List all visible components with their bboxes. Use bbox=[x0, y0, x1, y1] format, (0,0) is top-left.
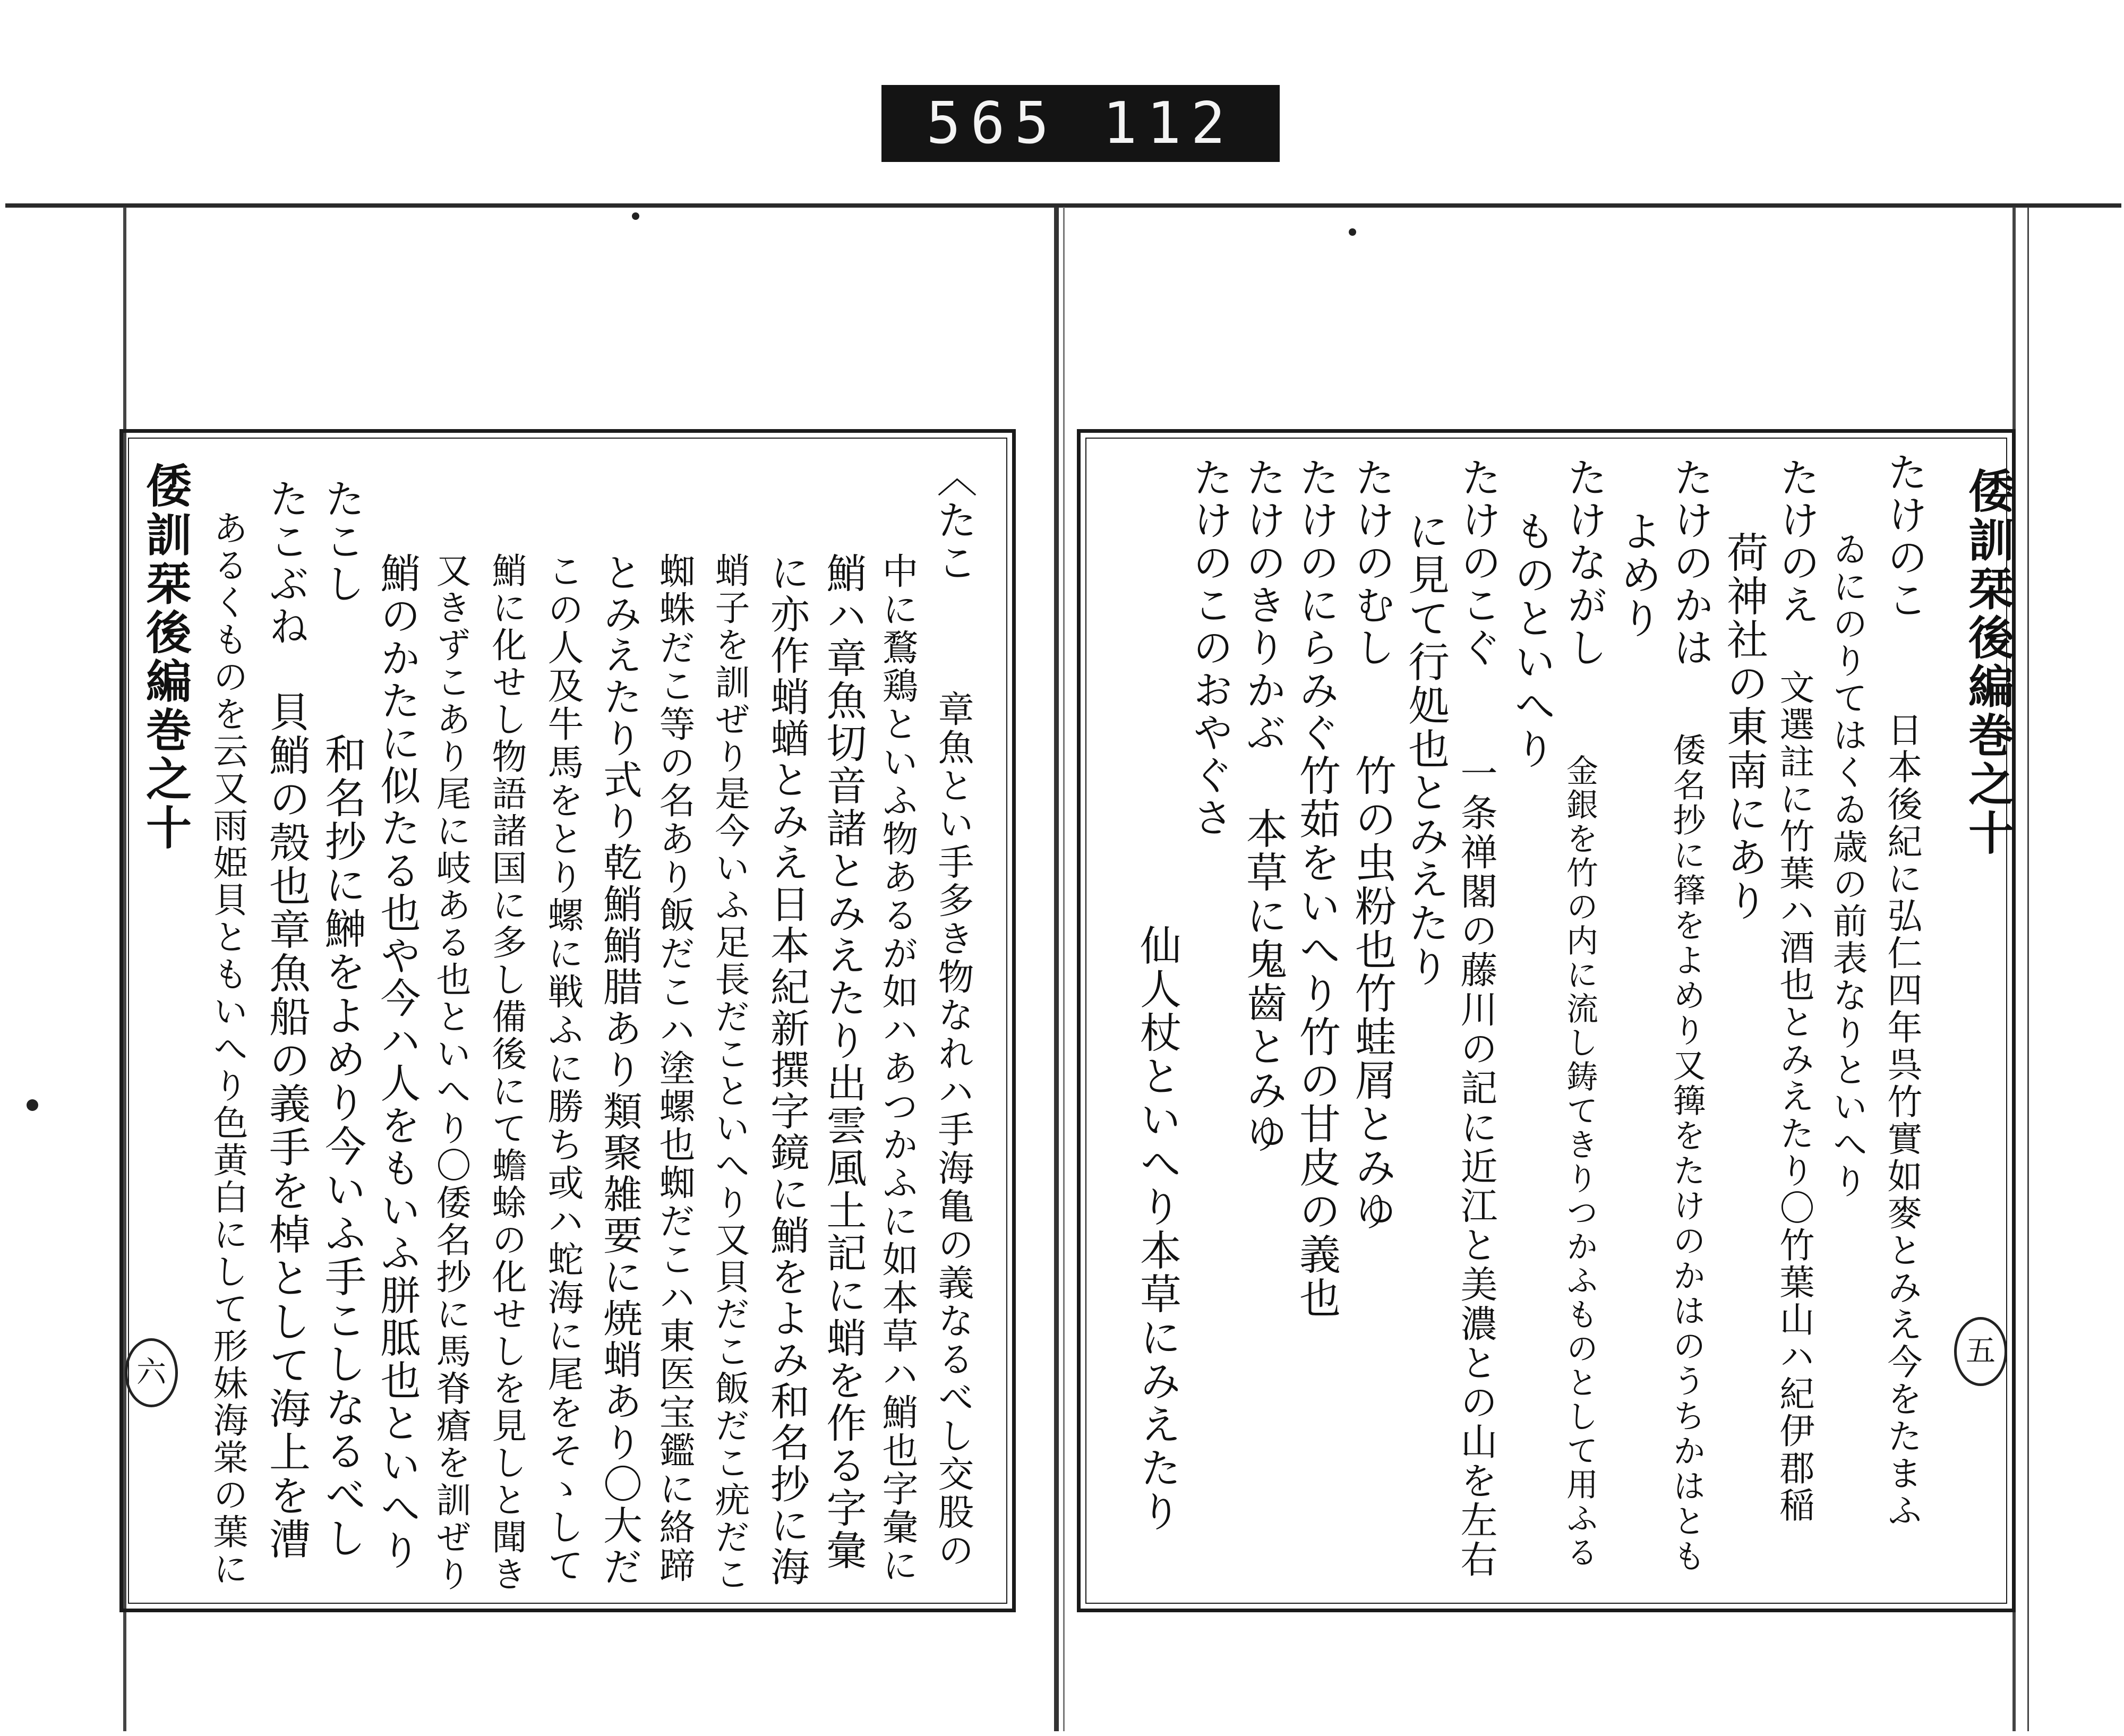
text-column: 鮹のかたに似たる也や今ハ人をもいふ胼胝也といへり bbox=[374, 552, 421, 1572]
text-column: 金銀を竹の内に流し鋳てきりつかふものとして用ふる bbox=[1561, 754, 1598, 1570]
entry-heading: たけのえ bbox=[1773, 457, 1820, 627]
left-margin-title: 倭訓栞後編巻之十 bbox=[138, 462, 192, 853]
right-folio: 五 bbox=[1954, 1317, 2007, 1386]
text-column: 鮹に化せし物語諸国に多し備後にて蟾蜍の化せしを見しと聞き bbox=[486, 552, 527, 1593]
text-column: よめり bbox=[1614, 510, 1661, 640]
text-column: ものといへり bbox=[1508, 510, 1555, 771]
entry-heading: たけのこのおやぐさ bbox=[1186, 457, 1234, 839]
text-column: 貝鮹の殼也章魚船の義手を棹として海上を漕 bbox=[262, 690, 310, 1561]
text-column: 鮹ハ章魚切音諸とみえたり出雲風土記に蛸を作る字彙 bbox=[820, 552, 867, 1572]
text-column: 章魚とい手多き物なれハ手海亀の義なるべし交股の bbox=[932, 690, 974, 1570]
entry-heading: たこし bbox=[318, 478, 365, 605]
entry-heading: たけのこぐ bbox=[1454, 457, 1502, 669]
text-column: 又きずこあり尾に岐ある也といへり〇倭名抄に馬脊瘡を訓ぜり bbox=[430, 552, 471, 1593]
text-column: あるくものを云又雨姫貝ともいへり色黄白にして形妹海棠の葉に bbox=[207, 510, 248, 1588]
text-column: 和名抄に鰰をよめり今いふ手こしなるべし bbox=[318, 733, 366, 1560]
entry-heading: たけながし bbox=[1561, 457, 1608, 669]
text-column: に亦作蛸蝤とみえ日本紀新撰字鏡に鮹をよみ和名抄に海 bbox=[764, 552, 810, 1588]
text-column: 蛸子を訓ぜり是今いふ足長だこといへり又貝だこ飯だこ疣だこ bbox=[709, 552, 750, 1593]
entry-heading: たけのきりかぶ bbox=[1239, 457, 1287, 754]
entry-heading: たこぶね bbox=[262, 478, 310, 648]
text-column: 文選註に竹葉ハ酒也とみえたり〇竹葉山ハ紀伊郡稲 bbox=[1774, 669, 1814, 1524]
right-margin-title: 倭訓栞後編巻之十 bbox=[1960, 467, 2014, 858]
book-gutter bbox=[1054, 207, 1059, 1731]
text-column: 荷神社の東南にあり bbox=[1720, 531, 1768, 923]
scan-speck bbox=[1349, 228, 1356, 236]
text-column: に見て行処也とみえたり bbox=[1401, 510, 1449, 989]
text-column: とみえたり式り乾鮹鮹腊あり類聚雑要に焼蛸あり〇大だ bbox=[597, 552, 643, 1588]
text-column: 中に鶩鶏といふ物あるが如ハあつかふに如本草ハ鮹也字彙に bbox=[876, 552, 918, 1585]
entry-heading: たけのかは bbox=[1667, 457, 1714, 669]
scan-speck bbox=[27, 1099, 38, 1111]
text-column: 竹茹をいへり竹の甘皮の義也 bbox=[1292, 754, 1340, 1320]
right-leaf-edge-2 bbox=[2027, 207, 2029, 1731]
entry-heading: たけのむし bbox=[1348, 457, 1395, 669]
text-column: 竹の虫粉也竹蛙屑とみゆ bbox=[1348, 754, 1396, 1233]
text-column: ゐにのりてはくゐ歳の前表なりといへり bbox=[1827, 531, 1868, 1200]
left-folio: 六 bbox=[125, 1338, 178, 1407]
scan-speck bbox=[632, 212, 639, 220]
text-column: 蜘蛛だこ等の名あり飯だこハ塗螺也蜘だこハ東医宝鑑に絡蹄 bbox=[653, 552, 695, 1585]
entry-heading: たけのにらみぐ bbox=[1292, 457, 1340, 754]
text-column: この人及牛馬をとり螺に戦ふに勝ち或ハ蛇海に尾をそゝして bbox=[542, 552, 584, 1585]
text-column: 仙人杖といへり本草にみえたり bbox=[1133, 924, 1181, 1534]
text-column: 本草に鬼齒とみゆ bbox=[1239, 807, 1287, 1156]
entry-heading: 〈たこ bbox=[930, 457, 978, 584]
entry-heading: たけのこ bbox=[1881, 451, 1928, 621]
text-column: 日本後紀に弘仁四年呉竹實如麥とみえ今をたまふ bbox=[1881, 712, 1922, 1529]
text-column: 一条禅閣の藤川の記に近江と美濃との山を左右 bbox=[1454, 754, 1498, 1579]
text-column: 倭名抄に箨をよめり又篺をたけのかはのうちかはとも bbox=[1667, 733, 1706, 1574]
frame-number-label: 565 112 bbox=[881, 85, 1280, 162]
book-gutter-shadow bbox=[1063, 207, 1065, 1731]
